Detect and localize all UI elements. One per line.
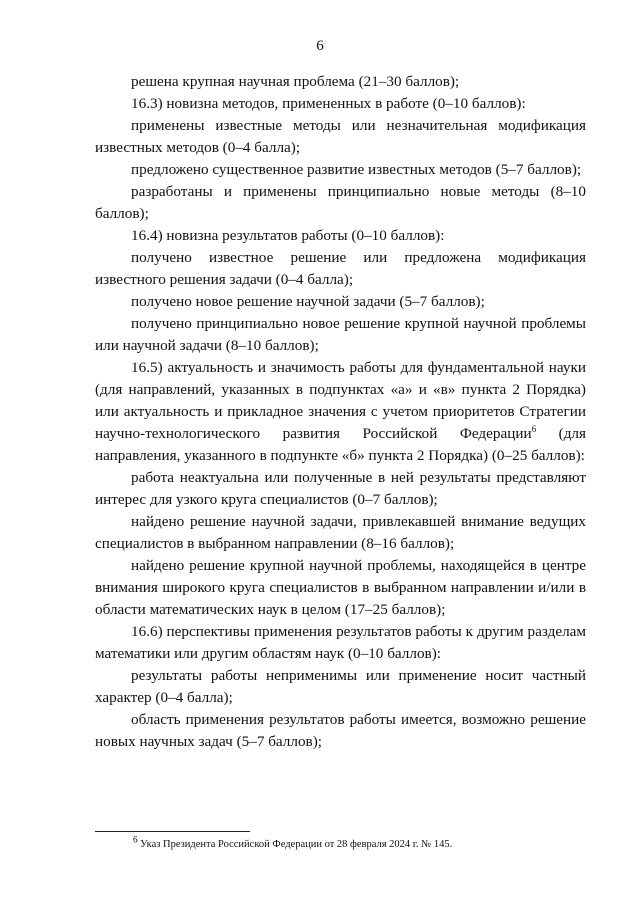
paragraph: получено принципиально новое решение крупной научной проблемы или научной задачи (8–10 баллов); <box>95 315 586 354</box>
paragraph: 16.3) новизна методов, примененных в работе (0–10 баллов): <box>131 95 526 112</box>
paragraph: получено известное решение или предложена модификация известного решения задачи (0–4 балла); <box>95 249 586 288</box>
paragraph: результаты работы неприменимы или применение носит частный характер (0–4 балла); <box>95 667 586 706</box>
paragraph: применены известные методы или незначительная модификация известных методов (0–4 балла); <box>95 117 586 156</box>
paragraph: предложено существенное развитие известных методов (5–7 баллов); <box>131 161 582 178</box>
paragraph: получено новое решение научной задачи (5–7 баллов); <box>131 293 485 310</box>
paragraph: разработаны и применены принципиально новые методы (8–10 баллов); <box>95 183 586 222</box>
footnote-reference: 6 <box>531 423 537 434</box>
paragraph: область применения результатов работы имеется, возможно решение новых научных задач (5–7 баллов); <box>95 711 586 750</box>
footnote-divider <box>95 831 250 832</box>
paragraph: 16.4) новизна результатов работы (0–10 баллов): <box>131 227 445 244</box>
footnote <box>133 834 453 852</box>
paragraph-text-before-footnote: 16.5) актуальность и значимость работы для фундаментальной науки (для направлений, указанных в подпунктах «а» и «в» пункта 2 Порядка) или актуальность и прикладное значения с учетом приоритетов Стратегии научно-технологического развития Российской Федерации <box>95 359 586 442</box>
paragraph: 16.6) перспективы применения результатов работы к другим разделам математики или другим областям наук (0–10 баллов): <box>95 623 586 662</box>
paragraph: найдено решение крупной научной проблемы, находящейся в центре внимания широкого круга специалистов в выбранном направлении и/или в области математических наук в целом (17–25 баллов); <box>95 557 586 618</box>
footnote-mark: 6 <box>133 834 138 845</box>
paragraph: найдено решение научной задачи, привлекавшей внимание ведущих специалистов в выбранном направлении (8–16 баллов); <box>95 513 586 552</box>
paragraph: работа неактуальна или полученные в ней результаты представляют интерес для узкого круга специалистов (0–7 баллов); <box>95 469 586 508</box>
document-body <box>95 71 586 753</box>
footnote-text: Указ Президента Российской Федерации от 28 февраля 2024 г. № 145. <box>137 839 453 850</box>
paragraph: решена крупная научная проблема (21–30 баллов); <box>131 73 460 90</box>
page-number: 6 <box>316 38 324 54</box>
paragraph-text-after-footnote: (для направления, указанного в подпункте «б» пункта 2 Порядка) (0–25 баллов): <box>95 425 587 464</box>
paragraph-with-footnote <box>95 357 586 467</box>
